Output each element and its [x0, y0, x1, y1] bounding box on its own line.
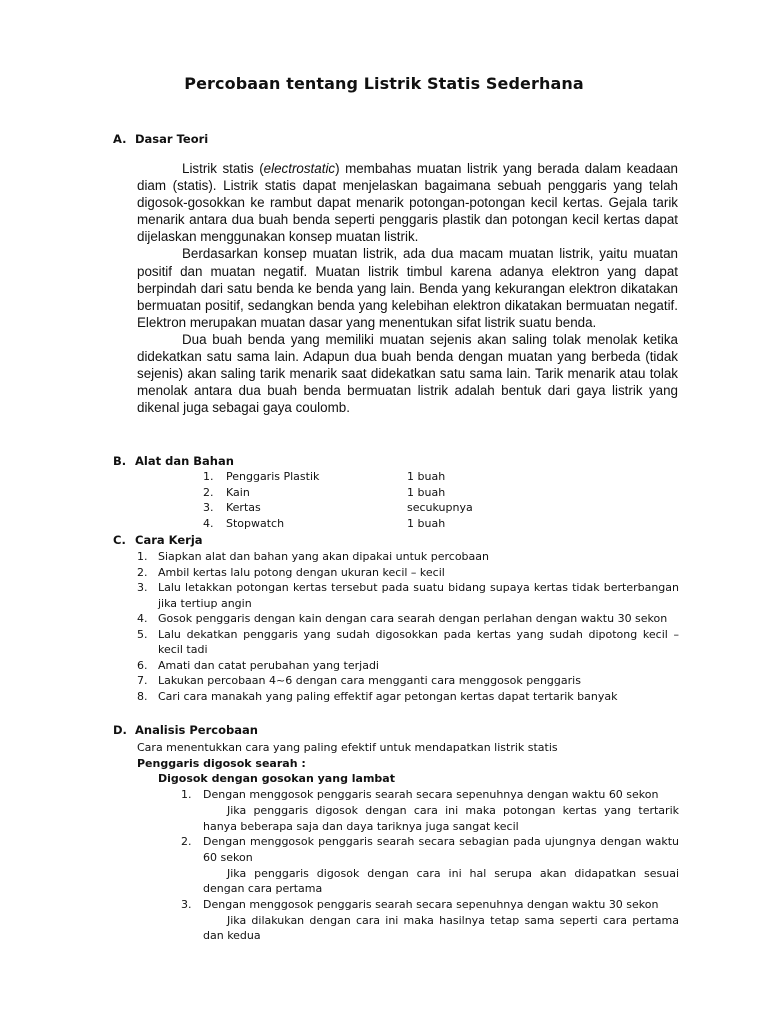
materials-qty: 1 buah [407, 516, 446, 530]
section-d-title: Analisis Percobaan [135, 723, 258, 737]
analysis-item-number: 1. [181, 788, 192, 802]
analysis-item-desc: Dengan menggosok penggaris searah secara sepenuhnya dengan waktu 30 sekon [203, 898, 659, 912]
materials-row [203, 501, 503, 517]
section-a-letter: A. [113, 132, 127, 146]
step-number: 2. [137, 565, 148, 579]
materials-qty: 1 buah [407, 485, 446, 499]
analysis-item [137, 834, 679, 897]
step-text: Cari cara manakah yang paling effektif agar petongan kertas dapat tertarik banyak [158, 689, 618, 703]
procedure-steps [137, 549, 679, 704]
step-text: Siapkan alat dan bahan yang akan dipakai untuk percobaan [158, 550, 489, 563]
analysis-item-result: Jika dilakukan dengan cara ini maka hasilnya tetap sama seperti cara pertama dan kedua [203, 913, 679, 943]
section-b-letter: B. [113, 454, 127, 468]
materials-qty: 1 buah [407, 470, 446, 483]
procedure-step [137, 611, 679, 627]
step-text: Lalu dekatkan penggaris yang sudah digosokkan pada kertas yang sudah dipotong kecil – kecil tadi [158, 627, 679, 656]
procedure-step [137, 580, 679, 611]
procedure-step [137, 658, 679, 674]
step-text: Amati dan catat perubahan yang terjadi [158, 658, 379, 672]
step-number: 6. [137, 658, 148, 672]
materials-num: 2. [203, 485, 214, 499]
step-text: Ambil kertas lalu potong dengan ukuran kecil – kecil [158, 565, 445, 579]
materials-num: 1. [203, 470, 214, 483]
section-a-title: Dasar Teori [135, 132, 209, 146]
analysis-item-result: Jika penggaris digosok dengan cara ini hal serupa akan didapatkan sesuai dengan cara pertama [203, 866, 679, 896]
materials-row [203, 517, 503, 533]
section-c-heading [113, 533, 203, 547]
analysis-item-result: Jika penggaris digosok dengan cara ini maka potongan kertas yang tertarik hanya beberapa saja dan daya tariknya juga sangat kecil [203, 803, 679, 833]
step-number: 5. [137, 627, 148, 641]
theory-p1-italic: electrostatic [263, 161, 336, 176]
step-number: 1. [137, 550, 148, 563]
analysis-item-number: 2. [181, 835, 192, 849]
step-text: Gosok penggaris dengan kain dengan cara searah dengan perlahan dengan waktu 30 sekon [158, 612, 668, 625]
materials-name: Stopwatch [226, 516, 285, 530]
materials-num: 4. [203, 516, 214, 530]
procedure-step [137, 689, 679, 705]
theory-text [137, 160, 678, 416]
materials-list [203, 470, 503, 532]
materials-num: 3. [203, 501, 214, 514]
procedure-step [137, 673, 679, 689]
section-d-letter: D. [113, 723, 127, 737]
theory-p1-end: ) membahas muatan listrik yang berada dalam keadaan diam (statis). Listrik statis dapat menjelaskan bagaimana sebuah penggaris yang telah digosok-gosokkan ke rambut dapat menarik potongan-potongan kecil kertas. Gejala tarik menarik antara dua buah benda seperti penggaris plastik dan potongan kecil kertas dapat dijelaskan menggunakan konsep muatan listrik. [137, 161, 679, 245]
theory-p1-start: Listrik statis ( [182, 161, 264, 176]
step-number: 8. [137, 689, 148, 703]
analysis-subsubheading: Digosok dengan gosokan yang lambat [158, 772, 395, 786]
materials-qty: secukupnya [407, 501, 473, 514]
analysis-item-number: 3. [181, 898, 192, 912]
analysis-item-desc: Dengan menggosok penggaris searah secara sepenuhnya dengan waktu 60 sekon [203, 788, 659, 802]
theory-paragraph-3: Dua buah benda yang memiliki muatan sejenis akan saling tolak menolak ketika didekatkan satu sama lain. Adapun dua buah benda dengan muatan yang berbeda (tidak sejenis) akan saling tarik menarik saat didekatkan satu sama lain. Tarik menarik atau tolak menolak antara dua buah benda bermuatan listrik adalah bentuk dari gaya listrik yang dikenal juga sebagai gaya coulomb. [137, 331, 678, 416]
step-number: 4. [137, 612, 148, 625]
step-text: Lakukan percobaan 4~6 dengan cara mengganti cara menggosok penggaris [158, 674, 581, 687]
analysis-item [137, 897, 679, 944]
materials-name: Kertas [226, 501, 261, 514]
analysis-item-desc: Dengan menggosok penggaris searah secara sebagian pada ujungnya dengan waktu 60 sekon [203, 835, 679, 864]
procedure-step [137, 627, 679, 658]
analysis-subheading: Penggaris digosok searah : [137, 756, 306, 770]
step-number: 3. [137, 581, 148, 594]
procedure-step [137, 549, 679, 565]
materials-name: Penggaris Plastik [226, 470, 320, 483]
materials-row [203, 470, 503, 486]
materials-row [203, 486, 503, 502]
page-title: Percobaan tentang Listrik Statis Sederhana [184, 74, 584, 93]
section-c-letter: C. [113, 533, 126, 547]
section-d-heading [113, 723, 258, 737]
materials-name: Kain [226, 485, 250, 499]
analysis-block [137, 740, 679, 944]
step-text: Lalu letakkan potongan kertas tersebut pada suatu bidang supaya kertas tidak berterbangan jika tertiup angin [158, 581, 679, 610]
step-number: 7. [137, 674, 148, 687]
analysis-item [137, 787, 679, 834]
section-a-heading [113, 132, 208, 146]
theory-paragraph-1 [137, 160, 678, 245]
theory-paragraph-2: Berdasarkan konsep muatan listrik, ada dua macam muatan listrik, yaitu muatan positif dan muatan negatif. Muatan listrik timbul karena adanya elektron yang dapat berpindah dari satu benda ke benda yang lain. Benda yang kekurangan elektron dikatakan bermuatan positif, sedangkan benda yang kelebihan elektron dikatakan bermuatan negatif. Elektron merupakan muatan dasar yang menentukan sifat listrik suatu benda. [137, 246, 678, 330]
section-b-heading [113, 454, 234, 468]
procedure-step [137, 565, 679, 581]
analysis-intro: Cara menentukkan cara yang paling efektif untuk mendapatkan listrik statis [137, 741, 558, 754]
section-c-title: Cara Kerja [135, 533, 203, 547]
section-b-title: Alat dan Bahan [135, 454, 234, 468]
